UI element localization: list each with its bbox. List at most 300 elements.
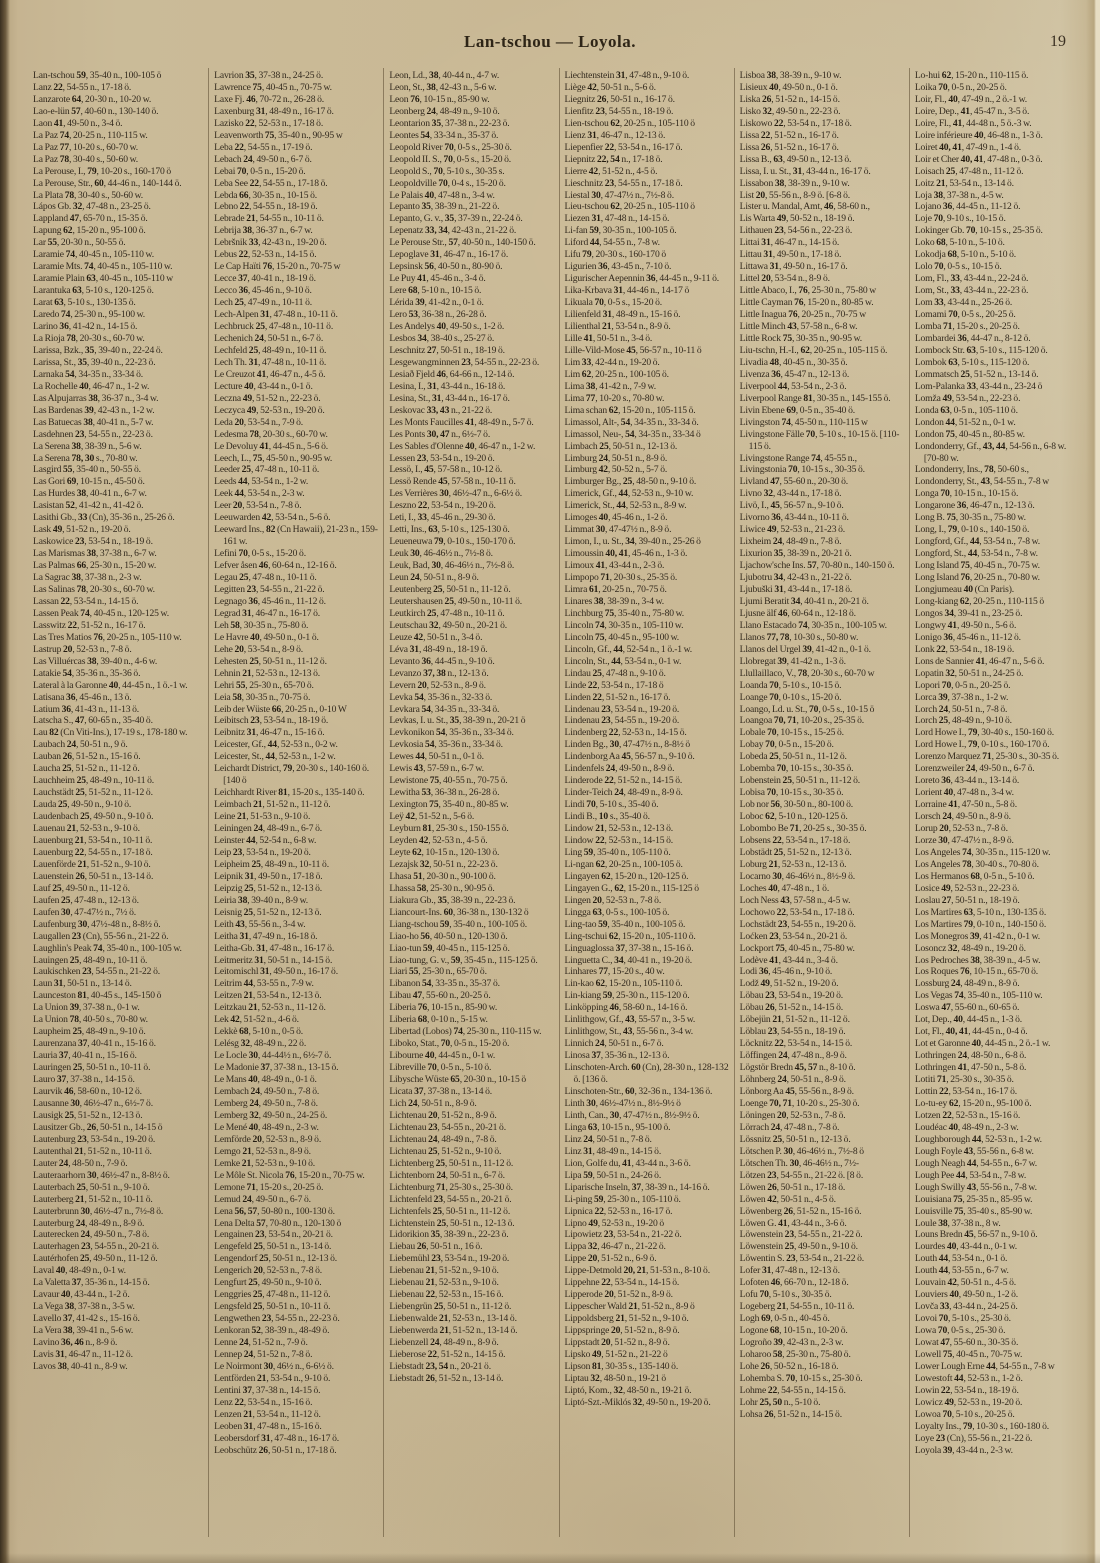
index-entry: Lothringen 41, 47-50 n., 5-8 ö. <box>914 1062 1027 1074</box>
index-entry: Loharoo 58, 25-30 n., 75-80 ö. <box>739 1348 851 1360</box>
index-entry: Löningen 20, 52-53 n., 7-8 ö. <box>739 1109 846 1121</box>
index-entry: Lapung 62, 15-20 n., 95-100 ö. <box>33 225 146 237</box>
index-entry: Linguaglossa 37, 37-38 n., 15-16 ö. <box>564 942 694 954</box>
index-entry: Lowestoft 44, 52-53 n., 1-2 ö. <box>914 1372 1023 1384</box>
index-entry: Leopold II. S., 70, 0-5 s., 15-20 ö. <box>389 153 512 165</box>
index-entry: Libanon 54, 33-35 n., 35-37 ö. <box>389 978 500 990</box>
index-entry: Lassan 22, 53-54 n., 14-15 ö. <box>33 595 139 607</box>
index-entry: Lasistan 52, 41-42 n., 41-42 ö. <box>33 500 144 512</box>
index-entry: Lengendorf 25, 50-51 n., 12-13 ö. <box>214 1253 337 1265</box>
index-entry: Lohr 25, 50 n., 5-10 ö. <box>739 1396 821 1408</box>
index-entry: Lima 77, 10-20 s., 70-80 w. <box>564 392 665 404</box>
index-entry: Latium 36, 41-43 n., 11-13 ö. <box>33 703 140 715</box>
index-entry: Leszno 22, 53-54 n., 19-20 ö. <box>389 500 496 512</box>
index-entry: Lehesten 25, 50-51 n., 11-12 ö. <box>214 655 327 667</box>
index-entry: Loir, Fl., 40, 47-49 n., 2 ö.-1 w. <box>914 93 1028 105</box>
index-entry: Liebenau 21, 51-52 n., 9-10 ö. <box>389 1265 499 1277</box>
index-column-1 <box>33 68 208 1537</box>
page-bottom-shadow <box>0 1553 1100 1563</box>
index-entry: Liptau 32, 48-50 n., 19-21 ö <box>564 1372 667 1384</box>
index-entry: Lötschen Th. 30, 46-46½ n., 7½- <box>739 1157 859 1169</box>
index-entry: Leopoldville 70, 0-4 s., 15-20 ö. <box>389 177 506 189</box>
index-entry: Leyburn 81, 25-30 s., 150-155 ö. <box>389 823 509 835</box>
index-entry: Löhnberg 24, 50-51 n., 8-9 ö. <box>739 1074 846 1086</box>
index-entry: Lippspringe 20, 51-52 n., 8-9 ö. <box>564 1325 680 1337</box>
index-entry: Long, I., 79, 0-10 s., 140-150 ö. <box>914 524 1030 536</box>
index-entry: Loboc 62, 5-10 n., 120-125 ö. <box>739 811 848 823</box>
index-entry: Las Hurdes 38, 40-41 n., 6-7 w. <box>33 488 147 500</box>
index-entry: Larino 36, 41-42 n., 14-15 ö. <box>33 321 138 333</box>
index-entry: Leitha-Gb. 31, 47-48 n., 16-17 ö. <box>214 942 335 954</box>
index-entry: Lentförden 21, 53-54 n., 9-10 ö. <box>214 1372 331 1384</box>
index-entry: Lobenstein 25, 50-51 n., 11-12 ö. <box>739 775 861 787</box>
index-entry: Le Noirmont 30, 46½ n., 6-6½ ö. <box>214 1360 334 1372</box>
index-entry: Liang-tschou 59, 35-40 n., 100-105 ö. <box>389 918 528 930</box>
index-entry: Lauda 25, 49-50 n., 9-10 ö. <box>33 799 132 811</box>
index-entry: Lichtenau 25, 51-52 n., 9-10 ö. <box>389 1145 502 1157</box>
index-entry: Lero 53, 36-38 n., 26-28 ö. <box>389 309 487 321</box>
index-entry: Levanto 36, 44-45 n., 9-10 ö. <box>389 655 495 667</box>
index-entry: Lough Swilly 43, 55-56 n., 7-8 w. <box>914 1181 1037 1193</box>
index-entry: Loudéac 40, 48-49 n., 2-3 w. <box>914 1121 1019 1133</box>
index-entry: Lofu 70, 5-10 s., 30-35 ö. <box>739 1289 832 1301</box>
index-entry: Leine 21, 51-53 n., 9-10 ö. <box>214 811 311 823</box>
index-entry: Libourne 40, 44-45 n., 0-1 w. <box>389 1050 496 1062</box>
index-entry: Lefini 70, 0-5 s., 15-20 ö. <box>214 548 306 560</box>
index-entry: Lister u. Mandal, Amt, 46, 58-60 n., <box>739 201 870 213</box>
index-entry: Liakura Gb., 35, 38-39 n., 22-23 ö. <box>389 894 516 906</box>
index-entry: Lenkoran 52, 38-39 n., 48-49 ö. <box>214 1325 330 1337</box>
index-entry: Louisville 75, 35-40 s., 85-90 w. <box>914 1205 1033 1217</box>
index-entry: Laufenburg 30, 47½-48 n., 8-8½ ö. <box>33 918 161 930</box>
index-entry: Loika 70, 0-5 n., 20-25 ö. <box>914 81 1007 93</box>
index-entry: Lauterberg 21, 51-52 n., 10-11 ö. <box>33 1193 153 1205</box>
index-entry: Lord Howe I., 79, 30-40 s., 150-160 ö. <box>914 727 1055 739</box>
index-entry: Loire, Fl., 41, 44-48 n., 5 ö.-3 w. <box>914 117 1032 129</box>
index-entry: Linder-Teich 24, 48-49 n., 8-9 ö. <box>564 787 683 799</box>
index-entry: Lorraine 41, 47-50 n., 5-8 ö. <box>914 799 1017 811</box>
index-entry: Le Mans 40, 48-49 n., 0-1 ö. <box>214 1074 317 1086</box>
index-entry: Löwen G. 41, 43-44 n., 3-6 ö. <box>739 1217 847 1229</box>
index-entry: La Vega 38, 37-38 n., 3-5 w. <box>33 1301 135 1313</box>
index-entry: Li-ping 59, 25-30 n., 105-110 ö. <box>564 1193 681 1205</box>
index-entry: Lobeda 25, 50-51 n., 11-12 ö. <box>739 751 847 763</box>
index-entry: Lepanto, G. v., 35, 37-39 n., 22-24 ö. <box>389 213 523 225</box>
index-entry: Londonderry, St., 43, 54-55 n., 7-8 w <box>914 476 1050 488</box>
index-entry: Los Monegros 39, 41-42 n., 0-1 w. <box>914 930 1041 942</box>
index-entry: Lesina, I., 31, 43-44 n., 16-18 ö. <box>389 380 506 392</box>
index-entry: Lecco 36, 45-46 n., 9-10 ö. <box>214 285 312 297</box>
index-entry: Laskowice 23, 53-54 n., 18-19 ö. <box>33 536 153 548</box>
index-entry: Lin-kao 62, 15-20 n., 105-110 ö. <box>564 978 683 990</box>
index-entry: Laupheim 25, 48-49 n., 9-10 ö. <box>33 1026 146 1038</box>
index-entry: Lobale 70, 10-15 s., 15-25 ö. <box>739 727 844 739</box>
index-entry: Loiret 40, 41, 47-49 n., 1-4 ö. <box>914 141 1021 153</box>
index-entry: Lappland 47, 65-70 n., 15-35 ö. <box>33 213 148 225</box>
index-entry: Loange 70, 0-10 s., 15-20 ö. <box>739 691 842 703</box>
index-entry: Lewis 43, 57-59 n., 6-7 w. <box>389 763 484 775</box>
index-entry: Lower Lough Erne 44, 54-55 n., 7-8 w <box>914 1360 1055 1372</box>
index-entry: Loje 70, 9-10 s., 10-15 ö. <box>914 213 1006 225</box>
index-entry: Lasithi Gb., 33 (Cn), 35-36 n., 25-26 ö. <box>33 512 175 524</box>
index-entry: Loire inférieure 40, 46-48 n., 1-3 ö. <box>914 129 1043 141</box>
index-entry: Launceston 81, 40-45 s., 145-150 ö <box>33 990 162 1002</box>
index-entry: Loch Ness 43, 57-58 n., 4-5 w. <box>739 894 851 906</box>
index-entry: Louisiana 75, 25-35 n., 85-95 w. <box>914 1193 1033 1205</box>
index-entry: Loslau 27, 50-51 n., 18-19 ö. <box>914 894 1020 906</box>
index-entry: Laubach 24, 50-51 n., 9 ö. <box>33 739 128 751</box>
index-entry: Lichtenstein 25, 50-51 n., 12-13 ö. <box>389 1217 515 1229</box>
index-entry: Linhares 77, 15-20 s., 40 w. <box>564 966 665 978</box>
index-entry: Latakie 54, 35-36 n., 35-36 ö. <box>33 667 141 679</box>
index-entry: Linköpping 46, 58-60 n., 14-16 ö. <box>564 1002 688 1014</box>
index-entry: Le Cap Haïti 76, 15-20 n., 70-75 w <box>214 261 341 273</box>
index-entry: Leiningen 24, 48-49 n., 6-7 ö. <box>214 823 323 835</box>
index-entry: Loko 68, 5-10 n., 5-10 ö. <box>914 237 1005 249</box>
index-entry: Löffingen 24, 47-48 n., 8-9 ö. <box>739 1050 847 1062</box>
index-entry: Londonderry, Ins., 78, 50-60 s., <box>914 464 1029 476</box>
index-entry: Linnich 24, 50-51 n., 6-7 ö. <box>564 1038 664 1050</box>
index-entry: Liebau 26, 50-51 n., 16 ö. <box>389 1241 483 1253</box>
index-entry: Levkosia 54, 35-36 n., 33-34 ö. <box>389 739 503 751</box>
index-entry: Lan-tschou 59, 35-40 n., 100-105 ö <box>33 70 162 81</box>
index-entry: Leitha 31, 47-49 n., 16-18 ö. <box>214 930 318 942</box>
index-entry: Leitomischl 31, 49-50 n., 16-17 ö. <box>214 966 338 978</box>
index-entry: Lissa 26, 51-52 n., 16-17 ö. <box>739 141 839 153</box>
index-entry: La Union 78, 40-50 s., 70-80 w. <box>33 1014 148 1026</box>
index-entry: Littel 20, 53-54 n., 8-9 ö. <box>739 273 830 285</box>
index-entry: Lateral à la Garonne 40, 44-45 n., 1 ö.-1 w. <box>33 679 188 691</box>
index-entry: Leuk 30, 46-46½ n., 7½-8 ö. <box>389 548 493 560</box>
index-entry: Lebai 70, 0-5 n., 15-20 ö. <box>214 165 306 177</box>
index-entry: Lough Foyle 43, 55-56 n., 6-8 w. <box>914 1145 1034 1157</box>
index-entry: Lom, St., 33, 43-44 n., 22-23 ö. <box>914 285 1029 297</box>
index-entry: Levkara 54, 34-35 n., 33-34 ö. <box>389 703 500 715</box>
index-entry: Limoux 41, 43-44 n., 2-3 ö. <box>564 560 665 572</box>
index-entry: Lentini 37, 37-38 n., 14-15 ö. <box>214 1384 321 1396</box>
index-entry: Linchburg 75, 35-40 n., 75-80 w. <box>564 607 685 619</box>
index-entry: Lengfurt 25, 49-50 n., 9-10 ö. <box>214 1277 322 1289</box>
index-entry: Lieu-tschou 62, 20-25 n., 105-110 ö <box>564 201 695 213</box>
index-entry: La Perouse, Str., 60, 44-46 n., 140-144 ö. <box>33 177 182 189</box>
index-entry: Lippstadt 20, 51-52 n., 8-9 ö. <box>564 1337 670 1349</box>
index-entry: Linosa 37, 35-36 n., 12-13 ö. <box>564 1050 670 1062</box>
index-entry: Larnaka 54, 34-35 n., 33-34 ö. <box>33 368 143 380</box>
index-entry: Lough Neagh 44, 54-55 n., 6-7 w. <box>914 1157 1037 1169</box>
index-entry: Louth 44, 53-55 n., 6-7 w. <box>914 1265 1009 1277</box>
index-entry: Lenzen 21, 53-54 n., 11-12 ö. <box>214 1408 321 1420</box>
index-entry: Lavello 37, 41-42 s., 15-16 ö. <box>33 1313 140 1325</box>
index-entry: Liboko, Stat., 70, 0-5 n., 15-20 ö. <box>389 1038 510 1050</box>
index-entry: Logh 69, 0-5 n., 40-45 ö. <box>739 1313 830 1325</box>
index-entry: Livin Ebene 69, 0-5 n., 35-40 ö. <box>739 404 855 416</box>
index-entry: Linares 38, 38-39 n., 3-4 w. <box>564 595 665 607</box>
index-entry: Leba See 22, 54-55 n., 17-18 ö. <box>214 177 328 189</box>
index-entry: Lingga 63, 0-5 s., 100-105 ö. <box>564 906 670 918</box>
index-entry: Leopold River 70, 0-5 s., 25-30 ö. <box>389 141 512 153</box>
index-entry: Lauenau 21, 52-53 n., 9-10 ö. <box>33 823 140 835</box>
index-entry: Lodi 36, 45-46 n., 9-10 ö. <box>739 966 833 978</box>
index-entry: Livadia 48, 40-45 n., 30-35 ö. <box>739 356 848 368</box>
index-entry: Lesbos 34, 38-40 s., 25-27 ö. <box>389 332 495 344</box>
index-entry: La Paz 77, 10-20 s., 60-70 w. <box>33 141 139 153</box>
index-entry: Liari 55, 25-30 n., 65-70 ö. <box>389 966 487 978</box>
index-entry: Logroño 39, 42-43 n., 2-3 w. <box>739 1337 844 1349</box>
index-entry: Lech 25, 47-49 n., 10-11 ö. <box>214 297 312 309</box>
index-entry: Logeberg 21, 54-55 n., 10-11 ö. <box>739 1301 855 1313</box>
index-entry: Lemberg 24, 49-50 n., 7-8 ö. <box>214 1097 318 1109</box>
index-entry: Los Martires 79, 0-10 n., 140-150 ö. <box>914 918 1047 930</box>
index-entry: Leibitsch 23, 53-54 n., 18-19 ö. <box>214 715 329 727</box>
index-entry: Lenne 24, 51-52 n., 7-9 ö. <box>214 1337 308 1349</box>
index-entry: Lemberg 32, 49-50 n., 24-25 ö. <box>214 1109 328 1121</box>
index-entry: Long Island 76, 20-25 n., 70-80 w. <box>914 572 1040 584</box>
index-entry: Le Perouse Str., 57, 40-50 n., 140-150 ö. <box>389 237 536 249</box>
index-entry: Lisko 32, 49-50 n., 22-23 ö. <box>739 105 841 117</box>
index-entry: Löwenstein 25, 49-50 n., 9-10 ö. <box>739 1241 858 1253</box>
index-entry: Lough Pee 44, 53-54 n., 7-8 w. <box>914 1169 1027 1181</box>
index-entry: Lena 56, 57, 50-80 n., 100-130 ö. <box>214 1205 335 1217</box>
index-entry: Ligurien 36, 43-45 n., 7-10 ö. <box>564 261 672 273</box>
index-entry: Lipsko 49, 51-52 n., 21-22 ö <box>564 1348 668 1360</box>
index-entry: Lauterburg 24, 48-49 n., 8-9 ö. <box>33 1217 145 1229</box>
index-entry: Lena Delta 57, 70-80 n., 120-130 ö <box>214 1217 342 1229</box>
index-entry: Lausanne 30, 46½-47 n., 6½-7 ö. <box>33 1097 153 1109</box>
index-entry: Lar 55, 20-30 n., 50-55 ö. <box>33 237 126 249</box>
index-entry: Lessö, I., 45, 57-58 n., 10-12 ö. <box>389 464 503 476</box>
index-entry: Livingston 74, 45-50 n., 110-115 w <box>739 416 868 428</box>
index-entry: Linschoten-Arch. 60 (Cn), 28-30 n., 128-132 ö. [136 ö. <box>564 1062 729 1086</box>
index-entry: La Paz 74, 20-25 n., 110-115 w. <box>33 129 148 141</box>
index-entry: Larissa, St., 35, 39-40 n., 22-23 ö. <box>33 356 156 368</box>
index-entry: Lombardei 36, 44-47 n., 8-12 ö. <box>914 332 1031 344</box>
index-entry: La Valetta 37, 35-36 n., 14-15 ö. <box>33 1277 150 1289</box>
index-entry: Lenz 22, 53-54 n., 15-16 ö. <box>214 1396 313 1408</box>
index-entry: Liège 42, 50-51 n., 5-6 ö. <box>564 81 656 93</box>
index-entry: Loire, Dep., 41, 45-47 n., 3-5 ö. <box>914 105 1030 117</box>
index-entry: Lindi B., 10 s., 35-40 ö. <box>564 811 650 823</box>
index-entry: Laval 40, 48-49 n., 0-1 w. <box>33 1265 126 1277</box>
index-entry: Lemförde 20, 52-53 n., 8-9 ö. <box>214 1133 322 1145</box>
index-entry: Lawrence 75, 40-45 n., 70-75 w. <box>214 81 332 93</box>
index-entry: La Perouse, I., 79, 10-20 s., 160-170 ö <box>33 165 172 177</box>
index-entry: Lörrach 24, 47-48 n., 7-8 ö. <box>739 1121 840 1133</box>
index-entry: Loanda 70, 5-10 s., 10-15 ö. <box>739 679 842 691</box>
index-entry: Li-ngan 62, 20-25 n., 100-105 ö. <box>564 858 683 870</box>
index-entry: Lichtenau 20, 51-52 n., 8-9 ö. <box>389 1109 497 1121</box>
index-entry: Llanos del Urgel 39, 41-42 n., 0-1 ö. <box>739 643 871 655</box>
index-entry: Los Angeles 74, 30-35 n., 115-120 w. <box>914 846 1051 858</box>
index-entry: Liverpool 44, 53-54 n., 2-3 ö. <box>739 380 847 392</box>
index-entry: Lesgewangminnen 23, 54-55 n., 22-23 ö. <box>389 356 540 368</box>
index-entry: Llano Estacado 74, 30-35 n., 100-105 w. <box>739 619 887 631</box>
index-entry: Löwentin S. 23, 53-54 n., 21-22 ö. <box>739 1253 864 1265</box>
index-entry: Losoncz 32, 48-49 n., 19-20 ö. <box>914 942 1026 954</box>
index-entry: Lobisa 70, 10-15 s., 30-35 ö. <box>739 787 844 799</box>
index-entry: Liebstadt 23, 54 n., 20-21 ö. <box>389 1360 491 1372</box>
index-entry: Lengainen 23, 53-54 n., 20-21 ö. <box>214 1229 333 1241</box>
index-entry: Longford, St., 44, 53-54 n., 7-8 w. <box>914 548 1038 560</box>
index-entry: Leueneuwa 79, 0-10 s., 150-170 ö. <box>389 536 516 548</box>
index-entry: Lhassa 58, 25-30 n., 90-95 ö. <box>389 882 495 894</box>
index-entry: Lingen 20, 52-53 n., 7-8 ö. <box>564 894 662 906</box>
index-entry: Lilienthal 21, 53-54 n., 8-9 ö. <box>564 321 671 333</box>
index-entry: Lask 49, 51-52 n., 19-20 ö. <box>33 524 131 536</box>
index-entry: Leeder 25, 47-48 n., 10-11 ö. <box>214 464 320 476</box>
index-entry: Laugallen 23 (Cn), 55-56 n., 21-22 ö. <box>33 930 169 942</box>
index-entry: Lichtenfeld 23, 54-55 n., 20-21 ö. <box>389 1193 512 1205</box>
index-entry: Lifu 79, 20-30 s., 160-170 ö <box>564 249 666 261</box>
index-entry: Liao-tung, G. v., 59, 35-45 n., 115-125 ö. <box>389 954 538 966</box>
index-entry: Liestal 30, 47-47½ n., 7½-8 ö. <box>564 189 674 201</box>
index-entry: Leti, I., 33, 45-46 n., 29-30 ö. <box>389 512 496 524</box>
index-entry: Lauenförde 21, 51-52 n., 9-10 ö. <box>33 858 151 870</box>
index-entry: Lech Th. 31, 47-48 n., 10-11 ö. <box>214 356 327 368</box>
index-entry: Leobschütz 26, 50-51 n., 17-18 ö. <box>214 1444 337 1456</box>
index-entry: Lausigk 25, 51-52 n., 12-13 ö. <box>33 1109 143 1121</box>
index-entry: Lingayen 62, 15-20 n., 120-125 ö. <box>564 870 689 882</box>
index-entry: Libysche Wüste 65, 20-30 n., 10-15 ö <box>389 1074 526 1086</box>
index-entry: Limassol, Alt-, 54, 34-35 n., 33-34 ö. <box>564 416 699 428</box>
index-entry: Leutschau 32, 49-50 n., 20-21 ö. <box>389 619 507 631</box>
index-entry: Leeuwarden 42, 53-54 n., 5-6 ö. <box>214 512 331 524</box>
index-entry: Leipheim 25, 48-49 n., 10-11 ö. <box>214 858 329 870</box>
index-entry: Levkas, I. u. St., 35, 38-39 n., 20-21 ö <box>389 715 526 727</box>
index-entry: Lipowietz 23, 53-54 n., 21-22 ö. <box>564 1229 682 1241</box>
index-entry: Lorch 25, 48-49 n., 9-10 ö. <box>914 715 1012 727</box>
index-entry: Levern 20, 52-53 n., 8-9 ö. <box>389 679 486 691</box>
index-entry: Leon, St., 38, 42-43 n., 5-6 w. <box>389 81 497 93</box>
index-entry: Lorenzo Marquez 71, 25-30 s., 30-35 ö. <box>914 751 1060 763</box>
index-entry: Linderode 22, 51-52 n., 14-15 ö. <box>564 775 683 787</box>
index-entry: Lodž 49, 51-52 n., 19-20 ö. <box>739 978 839 990</box>
index-entry: Lepanto 35, 38-39 n., 21-22 ö. <box>389 201 500 213</box>
index-entry: Lissa 22, 51-52 n., 16-17 ö. <box>739 129 839 141</box>
index-entry: Linden Bg., 30, 47-47½ n., 8-8½ ö <box>564 739 691 751</box>
index-entry: Leun 24, 50-51 n., 8-9 ö. <box>389 572 479 584</box>
index-entry: Lere 68, 5-10 n., 10-15 ö. <box>389 285 482 297</box>
index-entry: Laun 31, 50-51 n., 13-14 ö. <box>33 978 132 990</box>
index-entry: Lemgo 21, 52-53 n., 8-9 ö. <box>214 1145 311 1157</box>
index-column-2 <box>208 68 383 1537</box>
index-entry: Linde 22, 53-54 n., 17-18 ö <box>564 679 664 691</box>
index-entry: Ling 59, 35-40 n., 105-110 ö. <box>564 846 671 858</box>
index-entry: Lippa 32, 46-47 n., 21-22 ö. <box>564 1241 666 1253</box>
index-entry: Lasswitz 22, 51-52 n., 16-17 ö. <box>33 619 146 631</box>
index-entry: Leonberg 24, 48-49 n., 9-10 ö. <box>389 105 500 117</box>
index-entry: Lipperode 20, 51-52 n., 8-9 ö. <box>564 1289 673 1301</box>
index-entry: Latscha S., 47, 60-65 n., 35-40 ö. <box>33 715 153 727</box>
index-entry: Lesina, St., 31, 43-44 n., 16-17 ö. <box>389 392 510 404</box>
index-entry: Leith 43, 55-56 n., 3-4 w. <box>214 918 306 930</box>
index-entry: Lengefeld 25, 50-51 n., 13-14 ö. <box>214 1241 332 1253</box>
index-entry: Lautenburg 23, 53-54 n., 19-20 ö. <box>33 1133 156 1145</box>
index-entry: Léva 31, 48-49 n., 18-19 ö. <box>389 643 488 655</box>
index-entry: Leuze 42, 50-51 n., 3-4 ö. <box>389 631 483 643</box>
index-entry: Lombock Str. 63, 5-10 s., 115-120 ö. <box>914 344 1048 356</box>
index-entry: Lothringen 24, 48-50 n., 6-8 ö. <box>914 1050 1027 1062</box>
index-entry: Loenge 70, 71, 10-20 s., 25-30 ö. <box>739 1097 860 1109</box>
index-entry: Lot et Garonne 40, 44-45 n., 2 ö.-1 w. <box>914 1038 1051 1050</box>
index-entry: Liebenau 21, 52-53 n., 9-10 ö. <box>389 1277 499 1289</box>
index-entry: Liegnitz 26, 50-51 n., 16-17 ö. <box>564 93 675 105</box>
index-entry: Lichtenborn 24, 50-51 n., 6-7 ö. <box>389 1169 505 1181</box>
index-entry: Lengwethen 23, 54-55 n., 22-23 ö. <box>214 1313 340 1325</box>
index-entry: Lockport 75, 40-45 n., 75-80 w. <box>739 942 855 954</box>
index-entry: Lichtenfels 25, 50-51 n., 11-12 ö. <box>389 1205 511 1217</box>
index-entry: Lowat 47, 55-60 n., 30-35 ö. <box>914 1337 1019 1349</box>
index-entry: Leek 44, 53-54 n., 2-3 w. <box>214 488 305 500</box>
index-entry: Laurvik 46, 58-60 n., 10-12 ö. <box>33 1086 142 1098</box>
index-entry: Lons de Sannier 41, 46-47 n., 5-6 ö. <box>914 655 1045 667</box>
index-entry: Les Monts Faucilles 41, 48-49 n., 5-7 ö. <box>389 416 534 428</box>
index-entry: Ljubuški 31, 43-44 n., 17-18 ö. <box>739 583 853 595</box>
index-entry: Lindenau 23, 53-54 n., 19-20 ö. <box>564 703 680 715</box>
index-entry: Limburg 24, 50-51 n., 8-9 ö. <box>564 452 668 464</box>
index-entry: Little Cayman 76, 15-20 n., 80-85 w. <box>739 297 874 309</box>
index-entry: Lincoln, St., 44, 53-54 n., 0-1 w. <box>564 655 682 667</box>
index-entry: Löcknitz 22, 53-54 n., 14-15 ö. <box>739 1038 853 1050</box>
index-entry: Lovča 33, 43-44 n., 24-25 ö. <box>914 1301 1018 1313</box>
index-entry: Lengsfeld 25, 50-51 n., 10-11 ö. <box>214 1301 331 1313</box>
index-entry: Lewes 44, 50-51 n., 0-1 ö. <box>389 751 484 763</box>
index-entry: Lincoln 74, 30-35 n., 105-110 w. <box>564 619 684 631</box>
index-entry: Liebstadt 26, 51-52 n., 13-14 ö. <box>389 1372 504 1384</box>
index-entry: Leÿ 42, 51-52 n., 5-6 ö. <box>389 811 475 823</box>
index-entry: Lienz 31, 46-47 n., 12-13 ö. <box>564 129 666 141</box>
index-entry: Letti, Ins., 63, 5-10 s., 125-130 ö. <box>389 524 510 536</box>
index-entry: Las Alpujarras 38, 36-37 n., 3-4 w. <box>33 392 159 404</box>
index-entry: Lindow 21, 52-53 n., 12-13 ö. <box>564 823 674 835</box>
index-entry: Llanos 77, 78, 10-30 s., 50-80 w. <box>739 631 859 643</box>
index-entry: Liezen 31, 47-48 n., 14-15 ö. <box>564 213 670 225</box>
index-entry: Lorch 24, 50-51 n., 7-8 ö. <box>914 703 1008 715</box>
index-entry: Lassen Peak 74, 40-45 n., 120-125 w. <box>33 607 169 619</box>
index-entry: Lowicz 49, 52-53 n., 19-20 ö. <box>914 1396 1023 1408</box>
index-entry: Loule 38, 37-38 n., 8 w. <box>914 1217 1001 1229</box>
index-entry: La Rochelle 40, 46-47 n., 1-2 w. <box>33 380 150 392</box>
index-entry: Lefver åsen 46, 60-64 n., 12-16 ö. <box>214 560 337 572</box>
index-entry: Leipzig 25, 51-52 n., 12-13 ö. <box>214 882 322 894</box>
index-entry: Legrad 31, 46-47 n., 16-17 ö. <box>214 607 321 619</box>
index-entry: Lis Warta 49, 50-52 n., 18-19 ö. <box>739 213 855 225</box>
index-entry: Lichtenau 24, 48-49 n., 7-8 ö. <box>389 1133 497 1145</box>
index-entry: Le Madonie 37, 37-38 n., 13-15 ö. <box>214 1062 339 1074</box>
index-entry: Lessen 23, 53-54 n., 19-20 ö. <box>389 452 495 464</box>
index-entry: Liepenfier 22, 53-54 n., 16-17 ö. <box>564 141 683 153</box>
index-entry: Liskowo 22, 53-54 n., 17-18 ö. <box>739 117 852 129</box>
index-entry: Lombok 63, 5-10 s., 115-120 ö. <box>914 356 1030 368</box>
index-entry: Löbejün 21, 51-52 n., 11-12 ö. <box>739 1014 850 1026</box>
index-entry: Lessö Rende 45, 57-58 n., 10-11 ö. <box>389 476 516 488</box>
index-entry: Les Verrières 30, 46½-47 n., 6-6½ ö. <box>389 488 522 500</box>
index-entry: Los Hermanos 68, 0-5 n., 5-10 ö. <box>914 870 1035 882</box>
index-entry: Ljusne älf 46, 60-64 n., 12-18 ö. <box>739 607 856 619</box>
index-entry: Lodève 41, 43-44 n., 3-4 ö. <box>739 954 838 966</box>
index-entry: La Rioja 78, 20-30 s., 60-70 w. <box>33 332 145 344</box>
index-entry: Lieschnitz 23, 54-55 n., 17-18 ö. <box>564 177 683 189</box>
index-entry: Lindenfels 24, 49-50 n., 8-9 ö. <box>564 763 675 775</box>
index-entry: Loches 40, 47-48 n., 1 ö. <box>739 882 830 894</box>
index-entry: Loburg 21, 52-53 n., 12-13 ö. <box>739 858 847 870</box>
index-entry: Livno 32, 43-44 n., 17-18 ö. <box>739 488 842 500</box>
index-entry: La Paz 78, 30-40 s., 50-60 w. <box>33 153 139 165</box>
index-entry: Lisieux 40, 49-50 n., 0-1 ö. <box>739 81 838 93</box>
index-entry: Lehe 20, 53-54 n., 8-9 ö. <box>214 643 304 655</box>
index-entry: Ljubotru 34, 42-43 n., 21-22 ö. <box>739 572 852 584</box>
index-entry: Liu-tschn, H.-I., 62, 20-25 n., 105-115 ö. <box>739 344 888 356</box>
index-entry: Lofoten 46, 66-70 n., 12-18 ö. <box>739 1277 849 1289</box>
